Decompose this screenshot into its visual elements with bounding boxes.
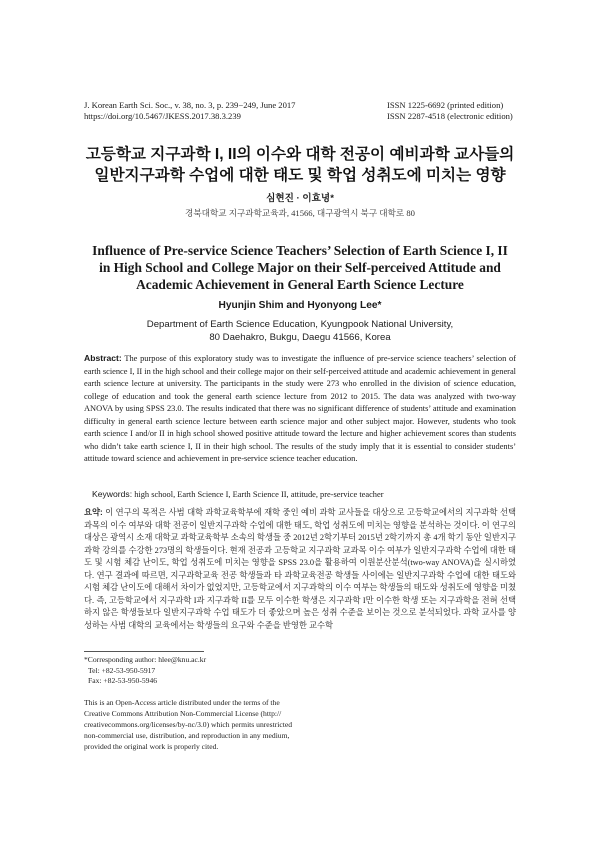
- issn-print: ISSN 1225-6692 (printed edition): [387, 100, 504, 110]
- keywords-label: Keywords:: [92, 489, 133, 499]
- korean-title-line-2: 일반지구과학 수업에 대한 태도 및 학업 성취도에 미치는 영향: [94, 167, 506, 184]
- abstract-label: Abstract:: [84, 353, 122, 363]
- english-affiliation-line-2: 80 Daehakro, Bukgu, Daegu 41566, Korea: [209, 332, 391, 343]
- issn-electronic: ISSN 2287-4518 (electronic edition): [387, 111, 513, 121]
- korean-abstract: [84, 506, 516, 632]
- english-title-line-3: Academic Achievement in General Earth Science Lecture: [136, 277, 464, 292]
- license-notice: [84, 697, 334, 752]
- korean-affiliation: 경북대학교 지구과학교육과, 41566, 대구광역시 북구 대학로 80: [185, 208, 415, 218]
- english-authors: Hyunjin Shim and Hyonyong Lee*: [218, 300, 382, 311]
- korean-authors: 심현진 · 이효녕*: [266, 193, 334, 204]
- corresponding-fax: Fax: +82-53-950-5946: [88, 676, 158, 685]
- journal-citation: J. Korean Earth Sci. Soc., v. 38, no. 3, p. 239−249, June 2017: [84, 100, 296, 110]
- license-line-5: provided the original work is properly cited.: [84, 742, 219, 751]
- license-line-1: This is an Open-Access article distributed under the terms of the: [84, 698, 280, 707]
- keywords: [92, 488, 516, 501]
- corresponding-tel: Tel: +82-53-950-5917: [88, 665, 156, 675]
- doi-link[interactable]: https://doi.org/10.5467/JKESS.2017.38.3.239: [84, 111, 241, 121]
- abstract: [84, 352, 516, 466]
- korean-abstract-label: 요약:: [84, 507, 103, 517]
- corresponding-author-footnote: [84, 655, 344, 687]
- korean-title-line-1: 고등학교 지구과학 I, II의 이수와 대학 전공이 예비과학 교사들의: [85, 146, 515, 163]
- english-title-line-2: in High School and College Major on their Self-perceived Attitude and: [99, 260, 501, 275]
- license-line-4: non-commercial use, distribution, and reproduction in any medium,: [84, 731, 290, 740]
- license-line-3: creativecommons.org/licenses/by-nc/3.0) which permits unrestricted: [84, 720, 292, 729]
- abstract-text: The purpose of this exploratory study was to investigate the influence of pre-service science teachers’ selection of earth science I, II in the high school and their college major on their self-perceived attitude and academic achievement in general earth science lecture at university. The participants in the study were 273 who enrolled in the division of science education, college of education and took the general earth science lecture from 2012 to 2015. The data was analyzed with two-way ANOVA by using SPSS 23.0. The results indicated that there was no significant difference of students’ attitude and examination difficulty in general earth science lecture between earth science major and other subject major. However, students who took earth science I and/or II in high school showed positive attitude toward the lecture and higher achievement scores than students who didn’t take earth science I, II in their high school. The results of the study imply that it is essential to consider students’ attitude toward science and achievement in pre-service science teacher education.: [84, 354, 516, 463]
- keywords-text: high school, Earth Science I, Earth Science II, attitude, pre-service teacher: [134, 490, 384, 499]
- license-line-2: Creative Commons Attribution Non-Commercial License (http://: [84, 709, 282, 718]
- english-title-line-1: Influence of Pre-service Science Teachers’ Selection of Earth Science I, II: [92, 243, 508, 258]
- corresponding-email[interactable]: *Corresponding author: hlee@knu.ac.kr: [84, 655, 207, 664]
- korean-abstract-text: 이 연구의 목적은 사범 대학 과학교육학부에 재학 중인 예비 과학 교사들을 대상으로 고등학교에서의 지구과학 선택 과목의 이수 여부와 대학 전공이 일반지구과학 수업에 대한 태도, 학업 성취도에 미치는 영향을 분석하는 것이다. 이 연구의 대상은 광역시 소재 대학교 과학교육학부 소속의 학생들 중 2012년 2학기부터 2015년 2학기까지 총 4개 학기 동안 일반지구과학 강의를 수강한 273명의 학생들이다. 현재 전공과 고등학교 지구과학 교과목 이수 여부가 일반지구과학 수업에 대한 태도 및 시험 체감 난이도, 학업 성취도에 미치는 영향을 SPSS 23.0을 활용하여 이원분산분석(two-way ANOVA)을 실시하였다. 연구 결과에 따르면, 지구과학교육 전공 학생들과 타 과학교육전공 학생들 사이에는 일반지구과학 수업에 대한 태도와 시험 체감 난이도에 대해서 차이가 없었지만, 고등학교에서 지구과학의 이수 여부는 학생들의 태도와 성취도에 영향을 미쳤다. 즉, 고등학교에서 지구과학 I과 지구과학 II를 모두 이수한 학생은 지구과학 I만 이수한 학생 또는 지구과학을 전혀 선택하지 않은 학생들보다 일반지구과학 수업 태도가 더 좋았으며 높은 성취 수준을 보이는 것으로 분석되었다. 과학 교사를 양성하는 사범 대학의 교육에서는 학생들의 요구와 수준을 반영한 교수학: [84, 508, 516, 630]
- footnote-divider: [84, 651, 204, 652]
- english-affiliation-line-1: Department of Earth Science Education, Kyungpook National University,: [146, 319, 454, 330]
